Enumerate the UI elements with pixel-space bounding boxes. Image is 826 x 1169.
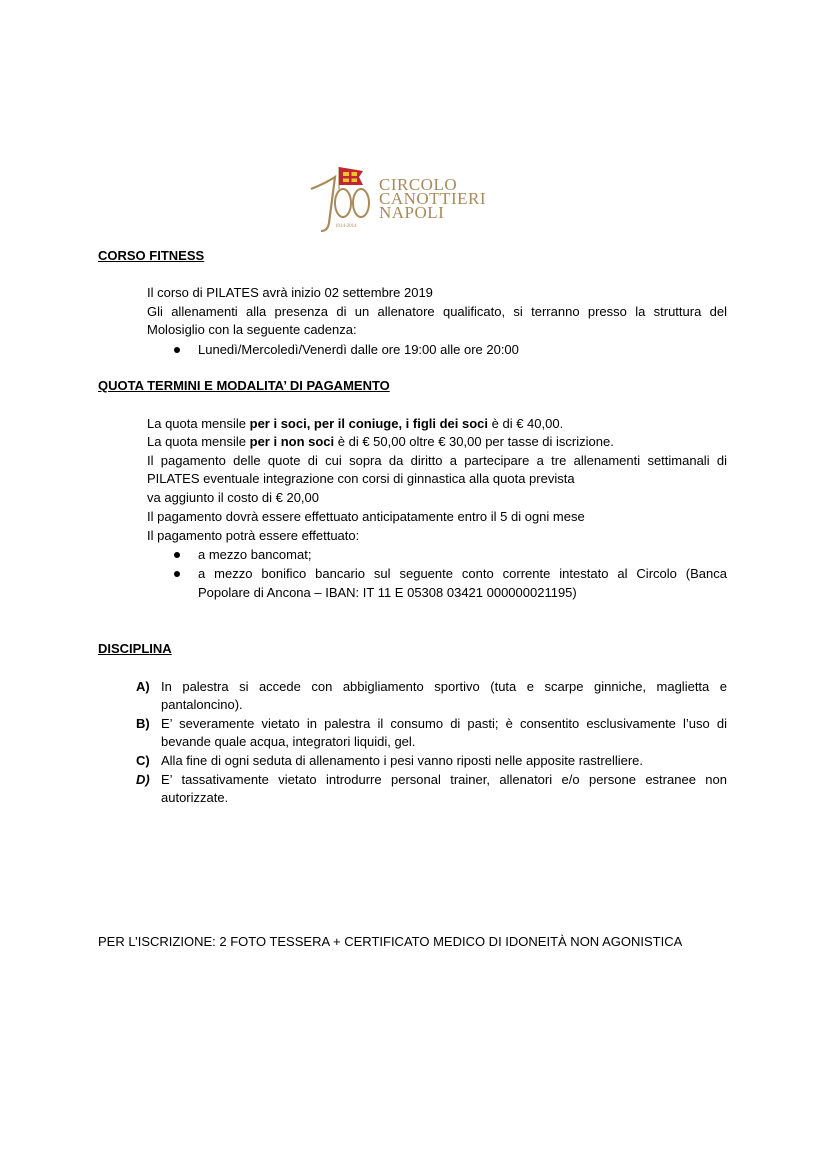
rule-letter-a: A)	[136, 679, 150, 694]
rule-d-line2: autorizzate.	[161, 790, 229, 805]
logo-line-circolo: CIRCOLO	[379, 175, 458, 194]
payment-methods-intro: Il pagamento potrà essere effettuato:	[147, 528, 360, 543]
bullet-dot	[174, 552, 180, 558]
schedule-item: Lunedì/Mercoledì/Venerdì dalle ore 19:00 alle ore 20:00	[198, 342, 519, 357]
fee-nonmembers-post: è di € 50,00 oltre € 30,00 per tasse di iscrizione.	[334, 434, 614, 449]
rule-a-line1: In palestra si accede con abbigliamento sportivo (tuta e scarpe ginniche, maglietta e	[161, 679, 727, 694]
rule-c-line1: Alla fine di ogni seduta di allenamento i pesi vanno riposti nelle apposite rastrelliere.	[161, 753, 644, 768]
fee-nonmembers-bold: per i non soci	[249, 434, 335, 449]
rule-letter-b: B)	[136, 716, 150, 731]
payment-method-bonifico-line1: a mezzo bonifico bancario sul seguente conto corrente intestato al Circolo (Banca	[198, 566, 727, 581]
logo-line-napoli: NAPOLI	[379, 203, 445, 222]
registration-requirements: PER L’ISCRIZIONE: 2 FOTO TESSERA + CERTIFICATO MEDICO DI IDONEITÀ NON AGONISTICA	[98, 934, 683, 949]
rule-letter-c: C)	[136, 753, 150, 768]
rule-b-line2: bevande quale acqua, integratori liquidi, gel.	[161, 734, 416, 749]
payment-method-bancomat: a mezzo bancomat;	[198, 547, 312, 562]
fee-members-line	[147, 415, 563, 433]
bullet-dot	[174, 571, 180, 577]
payment-entitlement-line1: Il pagamento delle quote di cui sopra da diritto a partecipare a tre allenamenti settimanali di	[147, 453, 727, 468]
logo-line-canottieri: CANOTTIERI	[379, 189, 486, 208]
fee-nonmembers-line	[147, 433, 614, 451]
heading-corso-fitness: CORSO FITNESS	[98, 248, 205, 263]
pilates-start-text: Il corso di PILATES avrà inizio 02 settembre 2019	[147, 285, 433, 300]
payment-method-bonifico-line2: Popolare di Ancona – IBAN: IT 11 E 05308 03421 000000021195)	[198, 585, 577, 600]
bullet-dot	[174, 347, 180, 353]
fee-members-post: è di € 40,00.	[488, 416, 564, 431]
training-info-line1: Gli allenamenti alla presenza di un allenatore qualificato, si terranno presso la struttura del	[147, 304, 727, 319]
fee-members-pre: La quota mensile	[147, 416, 250, 431]
training-info-line2: Molosiglio con la seguente cadenza:	[147, 322, 357, 337]
club-logo	[307, 163, 487, 235]
rule-a-line2: pantaloncino).	[161, 697, 243, 712]
payment-entitlement-line2: PILATES eventuale integrazione con corsi di ginnastica alla quota prevista	[147, 471, 575, 486]
heading-disciplina: DISCIPLINA	[98, 641, 172, 656]
heading-quota: QUOTA TERMINI E MODALITA’ DI PAGAMENTO	[98, 378, 390, 393]
svg-text:1914-2014: 1914-2014	[335, 224, 357, 229]
rule-b-line1: E’ severamente vietato in palestra il consumo di pasti; è consentito esclusivamente l’uso di	[161, 716, 727, 731]
rule-d-line1: E’ tassativamente vietato introdurre personal trainer, allenatori e/o persone estranee non	[161, 772, 727, 787]
extra-cost-line: va aggiunto il costo di € 20,00	[147, 490, 320, 505]
rule-letter-d: D)	[136, 772, 150, 787]
fee-members-bold: per i soci, per il coniuge, i figli dei soci	[249, 416, 489, 431]
payment-deadline-line: Il pagamento dovrà essere effettuato anticipatamente entro il 5 di ogni mese	[147, 509, 585, 524]
fee-nonmembers-pre: La quota mensile	[147, 434, 250, 449]
centenary-emblem	[307, 163, 377, 235]
